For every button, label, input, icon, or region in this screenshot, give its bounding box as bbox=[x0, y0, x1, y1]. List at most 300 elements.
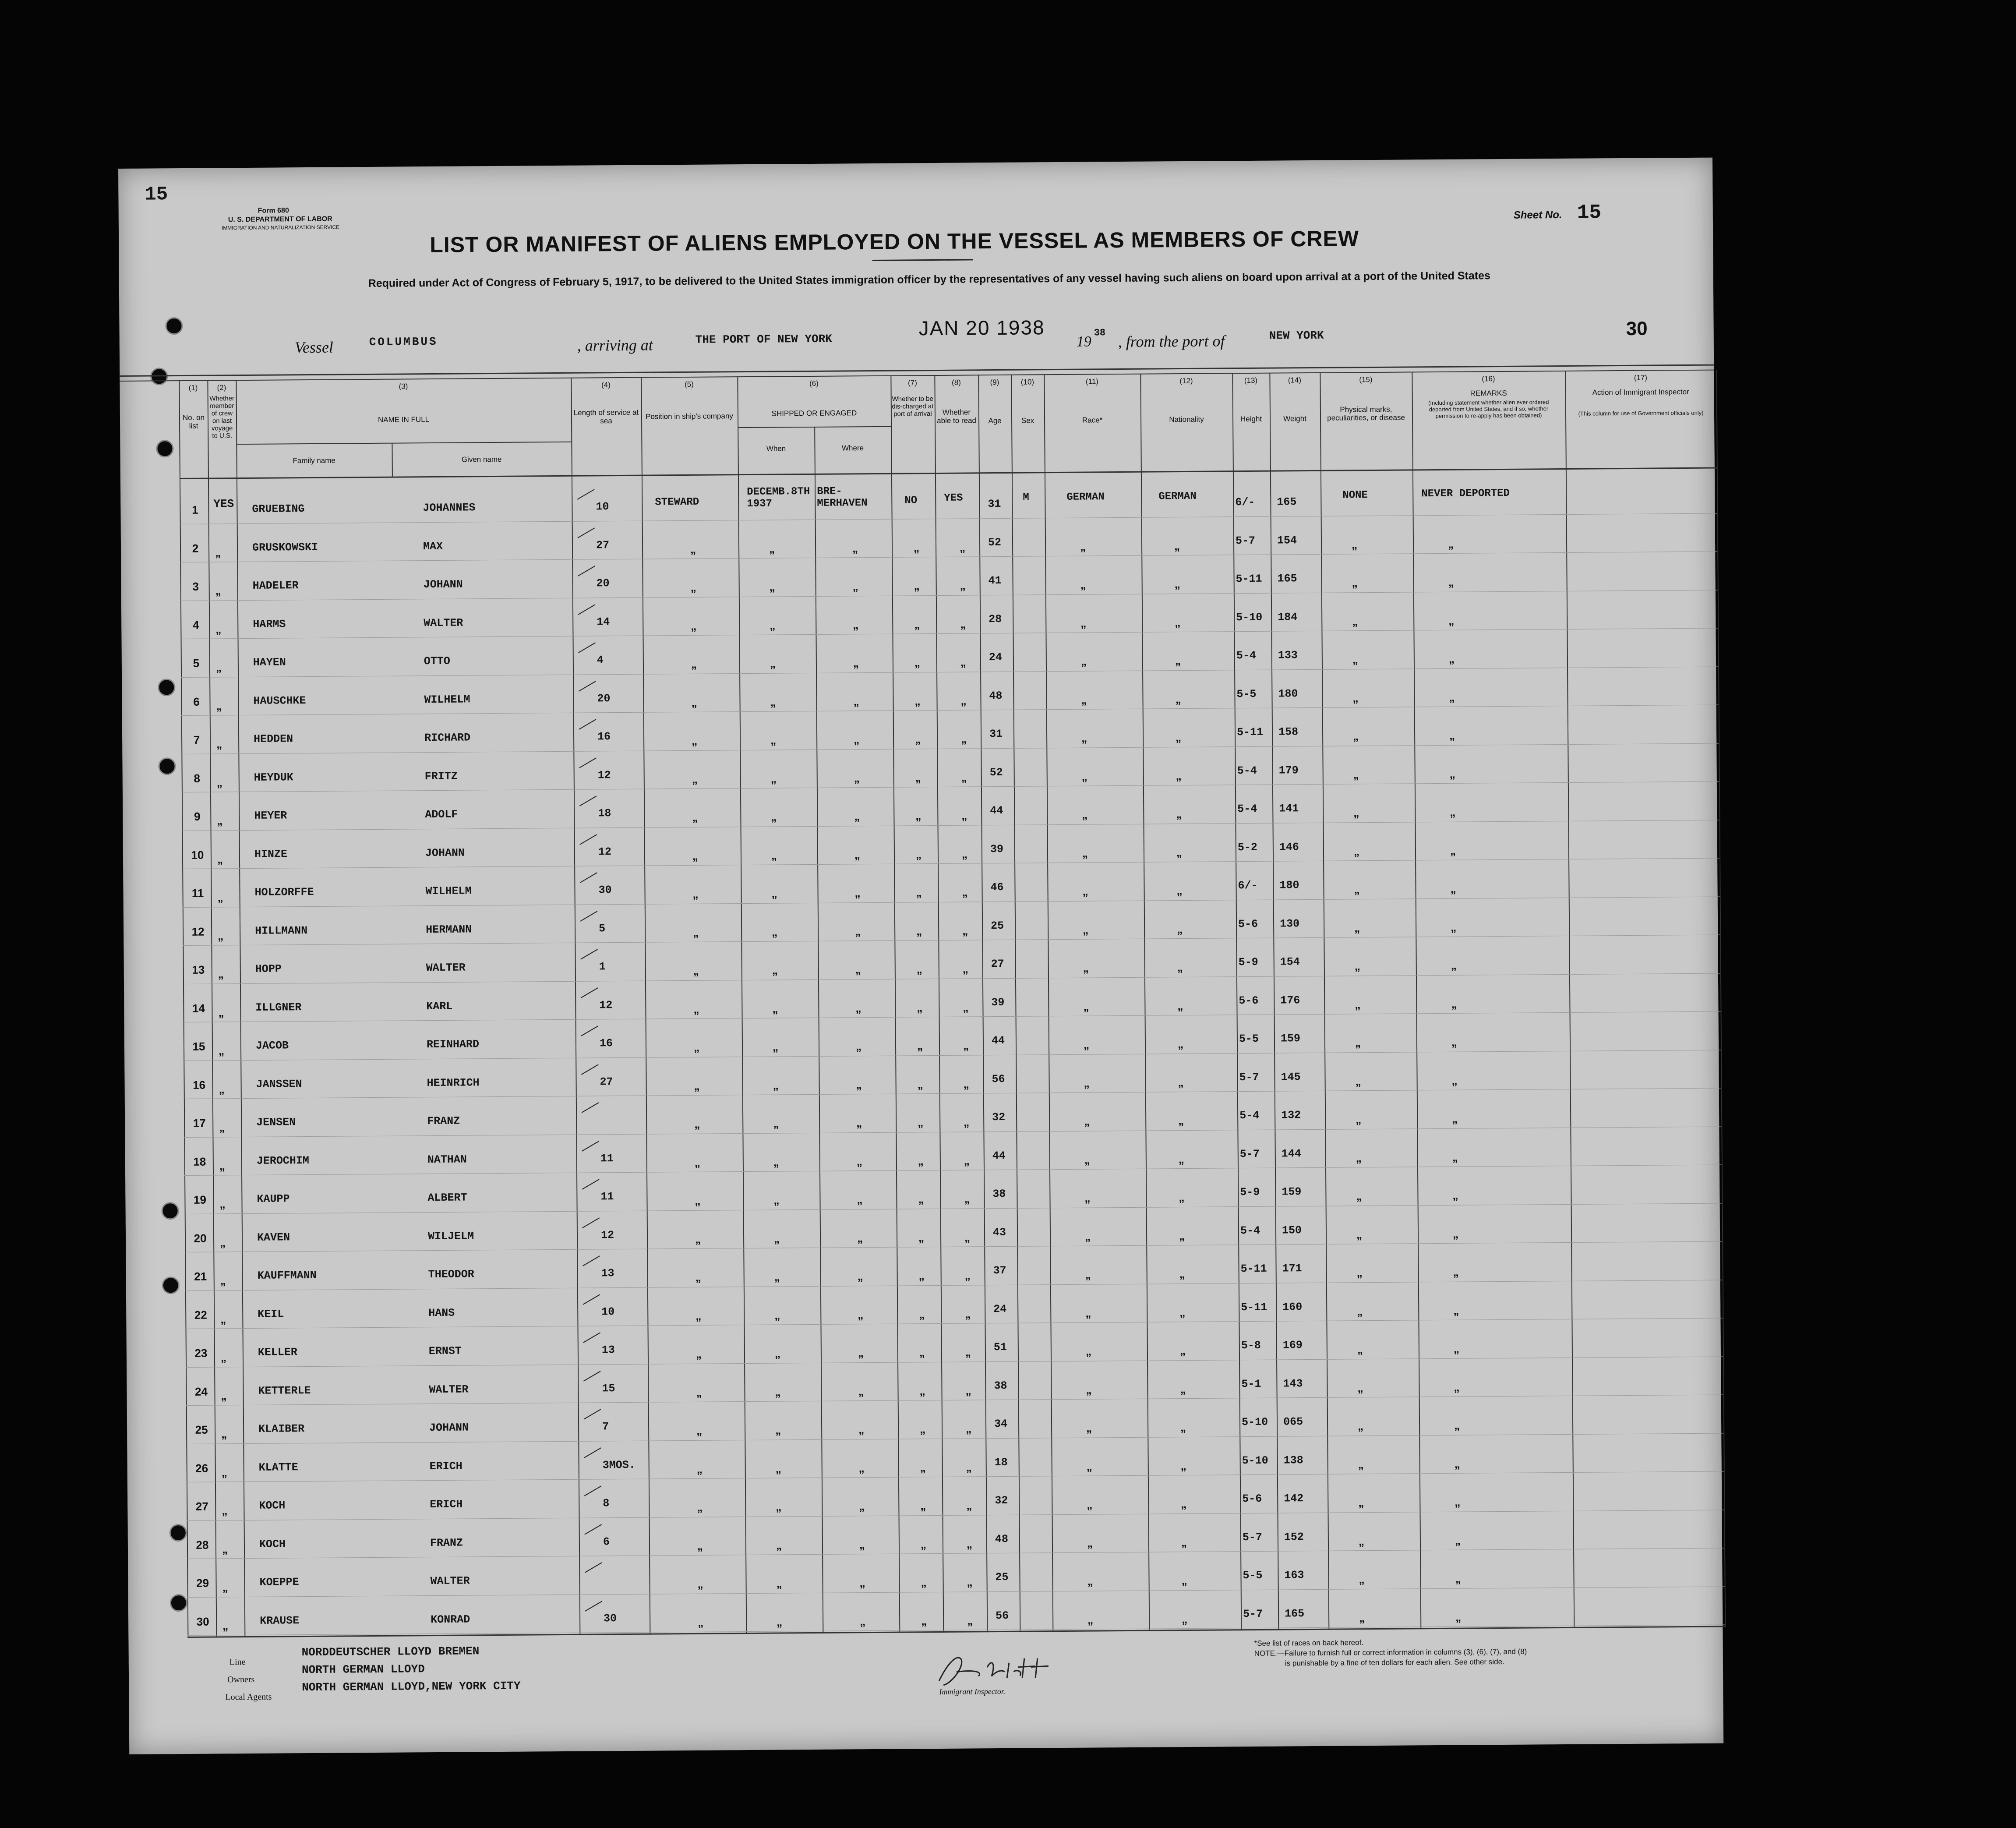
ditto-mark: „ bbox=[1181, 1497, 1187, 1511]
first-row-nationality: GERMAN bbox=[1158, 490, 1197, 503]
page-corner-number: 15 bbox=[145, 184, 168, 206]
ditto-mark: „ bbox=[965, 1307, 971, 1321]
family-name: KLATTE bbox=[258, 1460, 298, 1474]
ditto-mark: „ bbox=[1180, 1382, 1186, 1396]
col-line bbox=[814, 427, 823, 1634]
ditto-mark: „ bbox=[1087, 1498, 1093, 1511]
row-divider bbox=[184, 1164, 1722, 1176]
header-remarks: REMARKS bbox=[1470, 389, 1507, 398]
row-number: 27 bbox=[195, 1499, 208, 1513]
ditto-mark: „ bbox=[918, 1116, 924, 1129]
age: 48 bbox=[995, 1532, 1009, 1545]
given-name: MAX bbox=[423, 540, 443, 553]
ditto-mark: „ bbox=[918, 1154, 924, 1167]
row-divider bbox=[187, 1471, 1724, 1482]
col-num: (15) bbox=[1359, 375, 1373, 384]
row-divider bbox=[181, 705, 1719, 716]
row-divider bbox=[180, 552, 1717, 563]
ditto-mark: „ bbox=[1448, 575, 1454, 589]
ditto-mark: „ bbox=[1453, 1304, 1459, 1317]
family-name: KAUFFMANN bbox=[257, 1269, 317, 1282]
given-name: WILHELM bbox=[424, 693, 470, 706]
ditto-mark: „ bbox=[1455, 1495, 1461, 1509]
ditto-mark: „ bbox=[691, 696, 697, 709]
ditto-mark: „ bbox=[858, 1308, 864, 1321]
family-name: KETTERLE bbox=[258, 1384, 311, 1397]
ditto-mark: „ bbox=[959, 541, 966, 554]
age: 31 bbox=[988, 497, 1001, 511]
manifest-title: LIST OR MANIFEST OF ALIENS EMPLOYED ON THE VESSEL AS MEMBERS OF CREW bbox=[430, 226, 1359, 258]
first-row-marks: NONE bbox=[1342, 489, 1368, 502]
ditto-mark: „ bbox=[220, 1312, 226, 1326]
row-number: 20 bbox=[194, 1231, 207, 1245]
ditto-mark: „ bbox=[920, 1460, 926, 1474]
height: 5-7 bbox=[1243, 1607, 1263, 1620]
footer-note-races: *See list of races on back hereof. bbox=[1254, 1638, 1364, 1648]
header-weight: Weight bbox=[1283, 414, 1306, 423]
height: 5-9 bbox=[1240, 1185, 1260, 1199]
weight: 179 bbox=[1278, 764, 1299, 777]
service-tick-mark bbox=[584, 1447, 601, 1458]
ditto-mark: „ bbox=[1448, 614, 1455, 627]
ditto-mark: „ bbox=[1177, 961, 1183, 974]
ditto-mark: „ bbox=[216, 775, 222, 789]
ditto-mark: „ bbox=[1450, 882, 1456, 895]
header-given-name: Given name bbox=[461, 455, 502, 464]
ditto-mark: „ bbox=[1355, 1074, 1361, 1088]
ditto-mark: „ bbox=[696, 1347, 702, 1361]
ditto-mark: „ bbox=[919, 1307, 925, 1321]
punch-hole bbox=[161, 1202, 179, 1220]
ditto-mark: „ bbox=[770, 772, 777, 785]
header-physical-marks: Physical marks, peculiarities, or disease bbox=[1327, 405, 1405, 422]
ditto-mark: „ bbox=[774, 1270, 780, 1283]
age: 18 bbox=[994, 1456, 1008, 1469]
length-of-service: 27 bbox=[600, 1075, 613, 1088]
ditto-mark: „ bbox=[690, 542, 696, 556]
ditto-mark: „ bbox=[913, 541, 920, 554]
family-name: HAUSCHKE bbox=[253, 694, 306, 707]
ditto-mark: „ bbox=[216, 699, 222, 712]
footer-note-penalty: NOTE.—Failure to furnish full or correct information in columns (3), (6), (7), and (8) bbox=[1254, 1647, 1527, 1658]
row-number: 3 bbox=[192, 580, 199, 593]
row-divider bbox=[184, 1126, 1721, 1138]
age: 28 bbox=[989, 612, 1002, 626]
row-divider bbox=[182, 820, 1719, 831]
ditto-mark: „ bbox=[693, 926, 699, 939]
from-port: NEW YORK bbox=[1269, 329, 1324, 343]
height: 5-9 bbox=[1238, 955, 1258, 969]
ditto-mark: „ bbox=[220, 1235, 226, 1249]
ditto-mark: „ bbox=[966, 1422, 972, 1436]
ditto-mark: „ bbox=[1355, 1036, 1361, 1050]
ditto-mark: „ bbox=[962, 962, 968, 976]
row-number: 16 bbox=[193, 1078, 206, 1092]
length-of-service: 20 bbox=[597, 692, 611, 705]
given-name: JOHANN bbox=[423, 578, 463, 591]
age: 38 bbox=[994, 1379, 1007, 1392]
ditto-mark: „ bbox=[858, 1384, 864, 1398]
height: 5-6 bbox=[1239, 994, 1259, 1007]
ditto-mark: „ bbox=[1356, 1189, 1362, 1203]
ditto-mark: „ bbox=[1354, 959, 1360, 973]
service-tick-mark bbox=[581, 987, 598, 998]
given-name: HEINRICH bbox=[427, 1076, 480, 1089]
col-num: (12) bbox=[1179, 376, 1193, 385]
ditto-mark: „ bbox=[1083, 1000, 1089, 1013]
ditto-mark: „ bbox=[918, 1230, 925, 1244]
family-name: KELLER bbox=[258, 1346, 297, 1359]
ditto-mark: „ bbox=[1454, 1418, 1460, 1432]
ditto-mark: „ bbox=[1353, 729, 1359, 743]
ditto-mark: „ bbox=[1082, 884, 1088, 898]
sheet-number: 15 bbox=[1577, 201, 1602, 224]
family-name: KLAIBER bbox=[258, 1422, 305, 1436]
col-num: (16) bbox=[1482, 375, 1495, 383]
given-name: JOHANNES bbox=[423, 501, 476, 515]
ditto-mark: „ bbox=[1176, 769, 1182, 782]
ditto-mark: „ bbox=[772, 963, 778, 977]
form-service: IMMIGRATION AND NATURALIZATION SERVICE bbox=[221, 224, 340, 231]
family-name: KOCH bbox=[259, 1537, 286, 1551]
ditto-mark: „ bbox=[854, 886, 861, 900]
age: 39 bbox=[991, 996, 1005, 1009]
ditto-mark: „ bbox=[967, 1575, 973, 1589]
first-row-where-2: MERHAVEN bbox=[817, 497, 868, 509]
row-number: 28 bbox=[196, 1538, 209, 1552]
length-of-service: 20 bbox=[596, 577, 610, 590]
arriving-label: , arriving at bbox=[577, 336, 653, 354]
weight: 158 bbox=[1278, 725, 1299, 739]
ditto-mark: „ bbox=[695, 1194, 701, 1207]
service-tick-mark bbox=[585, 1562, 602, 1573]
header-action: Action of Immigrant Inspector bbox=[1592, 387, 1689, 397]
age: 38 bbox=[992, 1187, 1006, 1201]
ditto-mark: „ bbox=[692, 772, 698, 786]
ditto-mark: „ bbox=[1176, 807, 1182, 821]
ditto-mark: „ bbox=[1358, 1496, 1364, 1510]
col-num: (10) bbox=[1020, 378, 1034, 386]
ditto-mark: „ bbox=[966, 1537, 973, 1551]
ditto-mark: „ bbox=[773, 1078, 779, 1092]
ditto-mark: „ bbox=[858, 1461, 865, 1474]
ditto-mark: „ bbox=[1085, 1306, 1091, 1320]
ditto-mark: „ bbox=[1352, 614, 1358, 628]
ditto-mark: „ bbox=[218, 1005, 224, 1019]
col-num: (13) bbox=[1244, 376, 1258, 385]
ditto-mark: „ bbox=[921, 1614, 927, 1627]
ditto-mark: „ bbox=[773, 1155, 779, 1169]
header-name-in-full: NAME IN FULL bbox=[378, 415, 430, 424]
col-num: (4) bbox=[601, 381, 611, 389]
row-number: 24 bbox=[194, 1385, 208, 1398]
height: 5-5 bbox=[1239, 1032, 1259, 1046]
family-name: JENSEN bbox=[256, 1116, 296, 1129]
ditto-mark: „ bbox=[1179, 1344, 1186, 1358]
ditto-mark: „ bbox=[1086, 1383, 1092, 1397]
ditto-mark: „ bbox=[1080, 540, 1086, 553]
header-sex: Sex bbox=[1021, 416, 1034, 425]
ditto-mark: „ bbox=[1452, 1112, 1458, 1125]
weight: 141 bbox=[1279, 802, 1299, 815]
ditto-mark: „ bbox=[1080, 616, 1087, 630]
header-able-read: Whether able to read bbox=[937, 408, 977, 425]
ditto-mark: „ bbox=[775, 1423, 781, 1437]
ditto-mark: „ bbox=[919, 1346, 925, 1359]
ditto-mark: „ bbox=[776, 1500, 782, 1513]
header-race: Race* bbox=[1082, 416, 1103, 424]
ditto-mark: „ bbox=[692, 810, 698, 824]
punch-hole bbox=[165, 317, 183, 335]
age: 44 bbox=[990, 804, 1003, 817]
length-of-service: 10 bbox=[596, 500, 609, 513]
family-name: JEROCHIM bbox=[256, 1154, 309, 1167]
row-divider bbox=[183, 896, 1720, 908]
age: 25 bbox=[991, 919, 1004, 932]
ditto-mark: „ bbox=[1455, 1572, 1461, 1585]
length-of-service: 14 bbox=[597, 615, 610, 628]
ditto-mark: „ bbox=[219, 1159, 225, 1172]
first-row-position: STEWARD bbox=[655, 496, 699, 509]
family-name: HEDDEN bbox=[253, 732, 293, 746]
given-name: WILHELM bbox=[425, 884, 472, 898]
col-num: (6) bbox=[809, 379, 819, 388]
ditto-mark: „ bbox=[1081, 731, 1087, 745]
ditto-mark: „ bbox=[915, 809, 921, 823]
ditto-mark: „ bbox=[964, 1230, 971, 1244]
ditto-mark: „ bbox=[1083, 923, 1089, 937]
col-line bbox=[1044, 375, 1053, 1632]
height: 6/- bbox=[1238, 879, 1258, 892]
length-of-service: 27 bbox=[596, 538, 610, 552]
ditto-mark: „ bbox=[770, 619, 776, 632]
arriving-port: THE PORT OF NEW YORK bbox=[695, 332, 832, 347]
family-name: HOPP bbox=[255, 962, 282, 976]
given-name: NATHAN bbox=[427, 1153, 467, 1166]
ditto-mark: „ bbox=[218, 1044, 225, 1057]
ditto-mark: „ bbox=[1359, 1573, 1365, 1586]
age: 27 bbox=[991, 957, 1004, 971]
ditto-mark: „ bbox=[915, 847, 922, 861]
form-number: Form 680 bbox=[258, 207, 289, 215]
row-divider bbox=[187, 1586, 1725, 1598]
family-name: JACOB bbox=[255, 1039, 289, 1052]
ditto-mark: „ bbox=[1452, 1188, 1458, 1202]
height: 5-7 bbox=[1242, 1531, 1262, 1544]
ditto-mark: „ bbox=[1356, 1227, 1363, 1241]
ditto-mark: „ bbox=[854, 810, 860, 823]
row-divider bbox=[187, 1624, 1725, 1636]
service-tick-mark bbox=[579, 719, 596, 729]
col-line bbox=[1565, 371, 1575, 1628]
weight: 150 bbox=[1282, 1223, 1302, 1237]
punch-hole bbox=[162, 1276, 180, 1294]
ditto-mark: „ bbox=[855, 924, 861, 938]
ditto-mark: „ bbox=[859, 1538, 865, 1551]
height: 5-7 bbox=[1239, 1147, 1260, 1160]
ditto-mark: „ bbox=[1352, 576, 1358, 590]
ditto-mark: „ bbox=[1451, 1074, 1458, 1087]
age: 44 bbox=[991, 1034, 1005, 1047]
ditto-mark: „ bbox=[1354, 921, 1360, 934]
ditto-mark: „ bbox=[1451, 958, 1457, 972]
family-name: KEIL bbox=[258, 1307, 284, 1321]
ditto-mark: „ bbox=[1357, 1304, 1363, 1318]
height: 5-4 bbox=[1237, 802, 1257, 816]
given-name: JOHANN bbox=[425, 846, 465, 859]
row-number: 12 bbox=[191, 925, 205, 938]
ditto-mark: „ bbox=[222, 1580, 228, 1594]
family-name: ILLGNER bbox=[255, 1001, 302, 1014]
row-divider bbox=[182, 781, 1719, 793]
height: 5-10 bbox=[1242, 1454, 1268, 1467]
ditto-mark: „ bbox=[1087, 1613, 1094, 1626]
length-of-service: 3MOS. bbox=[602, 1458, 636, 1471]
length-of-service: 30 bbox=[604, 1612, 617, 1625]
col-line bbox=[978, 375, 988, 1632]
height: 5-6 bbox=[1242, 1492, 1262, 1506]
year-suffix: 38 bbox=[1094, 327, 1106, 339]
ditto-mark: „ bbox=[1452, 1227, 1459, 1241]
height: 5-4 bbox=[1239, 1109, 1260, 1122]
ditto-mark: „ bbox=[775, 1385, 781, 1399]
ditto-mark: „ bbox=[918, 1192, 924, 1206]
family-name: HILLMANN bbox=[255, 924, 308, 937]
line-value: NORDDEUTSCHER LLOYD BREMEN bbox=[301, 1644, 480, 1659]
given-name: WALTER bbox=[424, 616, 463, 629]
ditto-mark: „ bbox=[855, 1040, 862, 1053]
header-when: When bbox=[766, 444, 786, 453]
weight: 145 bbox=[1281, 1070, 1301, 1084]
ditto-mark: „ bbox=[770, 657, 776, 670]
given-name: RICHARD bbox=[424, 731, 471, 745]
first-row-sex: M bbox=[1023, 491, 1029, 504]
ditto-mark: „ bbox=[1354, 883, 1360, 896]
row-divider bbox=[183, 935, 1720, 946]
service-tick-mark bbox=[578, 604, 596, 615]
ditto-mark: „ bbox=[961, 847, 968, 861]
ditto-mark: „ bbox=[221, 1465, 227, 1479]
family-name: HADELER bbox=[252, 579, 299, 592]
ditto-mark: „ bbox=[917, 1001, 923, 1014]
row-number: 4 bbox=[192, 618, 199, 632]
row-divider bbox=[185, 1203, 1722, 1214]
ditto-mark: „ bbox=[690, 580, 696, 594]
ditto-mark: „ bbox=[963, 1039, 969, 1052]
service-tick-mark bbox=[583, 1409, 601, 1419]
length-of-service: 5 bbox=[599, 922, 606, 935]
line-label: Line bbox=[229, 1657, 246, 1667]
length-of-service: 30 bbox=[598, 884, 612, 897]
col-line bbox=[641, 378, 650, 1635]
header-discharged: Whether to be dis-charged at port of arrival bbox=[892, 395, 934, 418]
ditto-mark: „ bbox=[1177, 1037, 1184, 1051]
row-number: 13 bbox=[192, 963, 205, 976]
family-name: HAYEN bbox=[253, 656, 286, 669]
ditto-mark: „ bbox=[964, 1153, 970, 1167]
row-divider bbox=[186, 1394, 1723, 1406]
length-of-service: 16 bbox=[599, 1037, 613, 1050]
ditto-mark: „ bbox=[1356, 1113, 1362, 1126]
height: 5-11 bbox=[1241, 1301, 1268, 1314]
ditto-mark: „ bbox=[1080, 578, 1086, 591]
weight: 152 bbox=[1284, 1530, 1304, 1543]
row-number: 1 bbox=[192, 503, 198, 516]
length-of-service: 8 bbox=[603, 1497, 610, 1510]
punch-hole bbox=[169, 1524, 187, 1542]
age: 24 bbox=[993, 1302, 1007, 1315]
weight: 160 bbox=[1282, 1300, 1303, 1314]
ditto-mark: „ bbox=[220, 1274, 226, 1287]
service-tick-mark bbox=[580, 872, 597, 883]
row-divider bbox=[181, 666, 1718, 678]
given-name: ERICH bbox=[430, 1498, 463, 1511]
family-name: KOEPPE bbox=[259, 1576, 299, 1589]
ditto-mark: „ bbox=[1081, 770, 1087, 783]
age: 32 bbox=[995, 1494, 1008, 1507]
length-of-service: 18 bbox=[598, 807, 611, 820]
ditto-mark: „ bbox=[215, 584, 221, 598]
age: 43 bbox=[992, 1226, 1006, 1239]
ditto-mark: „ bbox=[1178, 1075, 1184, 1089]
row-number: 21 bbox=[194, 1269, 207, 1283]
weight: 154 bbox=[1280, 955, 1300, 969]
ditto-mark: „ bbox=[217, 891, 223, 904]
header-where: Where bbox=[841, 444, 864, 453]
ditto-mark: „ bbox=[1085, 1344, 1092, 1358]
ditto-mark: „ bbox=[961, 809, 967, 822]
height: 5-2 bbox=[1237, 841, 1257, 854]
first-row-remarks: NEVER DEPORTED bbox=[1421, 487, 1510, 500]
first-row-read: YES bbox=[944, 492, 963, 504]
ditto-mark: „ bbox=[1180, 1459, 1186, 1472]
weight: 154 bbox=[1277, 534, 1297, 547]
ditto-mark: „ bbox=[1450, 805, 1456, 819]
age: 37 bbox=[993, 1264, 1006, 1277]
height: 6/- bbox=[1235, 495, 1255, 509]
ditto-mark: „ bbox=[1082, 846, 1088, 860]
ditto-mark: „ bbox=[773, 1117, 779, 1130]
service-tick-mark bbox=[583, 1294, 600, 1305]
ditto-mark: „ bbox=[854, 771, 860, 785]
ditto-mark: „ bbox=[1356, 1151, 1362, 1164]
ditto-mark: „ bbox=[691, 619, 697, 633]
ditto-mark: „ bbox=[776, 1577, 782, 1590]
family-name: KRAUSE bbox=[260, 1614, 300, 1627]
weight: 146 bbox=[1279, 840, 1299, 854]
ditto-mark: „ bbox=[966, 1499, 972, 1512]
ditto-mark: „ bbox=[694, 1117, 700, 1131]
ditto-mark: „ bbox=[854, 733, 860, 746]
ditto-mark: „ bbox=[962, 885, 968, 899]
col-line bbox=[1412, 372, 1421, 1629]
ditto-mark: „ bbox=[221, 1389, 227, 1402]
ditto-mark: „ bbox=[773, 1232, 780, 1245]
ditto-mark: „ bbox=[856, 1154, 862, 1168]
age: 52 bbox=[989, 766, 1003, 779]
sheet-label: Sheet No. bbox=[1513, 209, 1562, 221]
ditto-mark: „ bbox=[1452, 1150, 1458, 1164]
ditto-mark: „ bbox=[215, 545, 221, 559]
ditto-mark: „ bbox=[777, 1615, 783, 1629]
row-number: 7 bbox=[193, 733, 200, 746]
ditto-mark: „ bbox=[771, 849, 777, 862]
row-number: 15 bbox=[192, 1040, 205, 1053]
ditto-mark: „ bbox=[856, 1078, 862, 1091]
service-tick-mark bbox=[581, 1025, 598, 1036]
row-number: 30 bbox=[196, 1615, 209, 1628]
ditto-mark: „ bbox=[1180, 1421, 1186, 1434]
